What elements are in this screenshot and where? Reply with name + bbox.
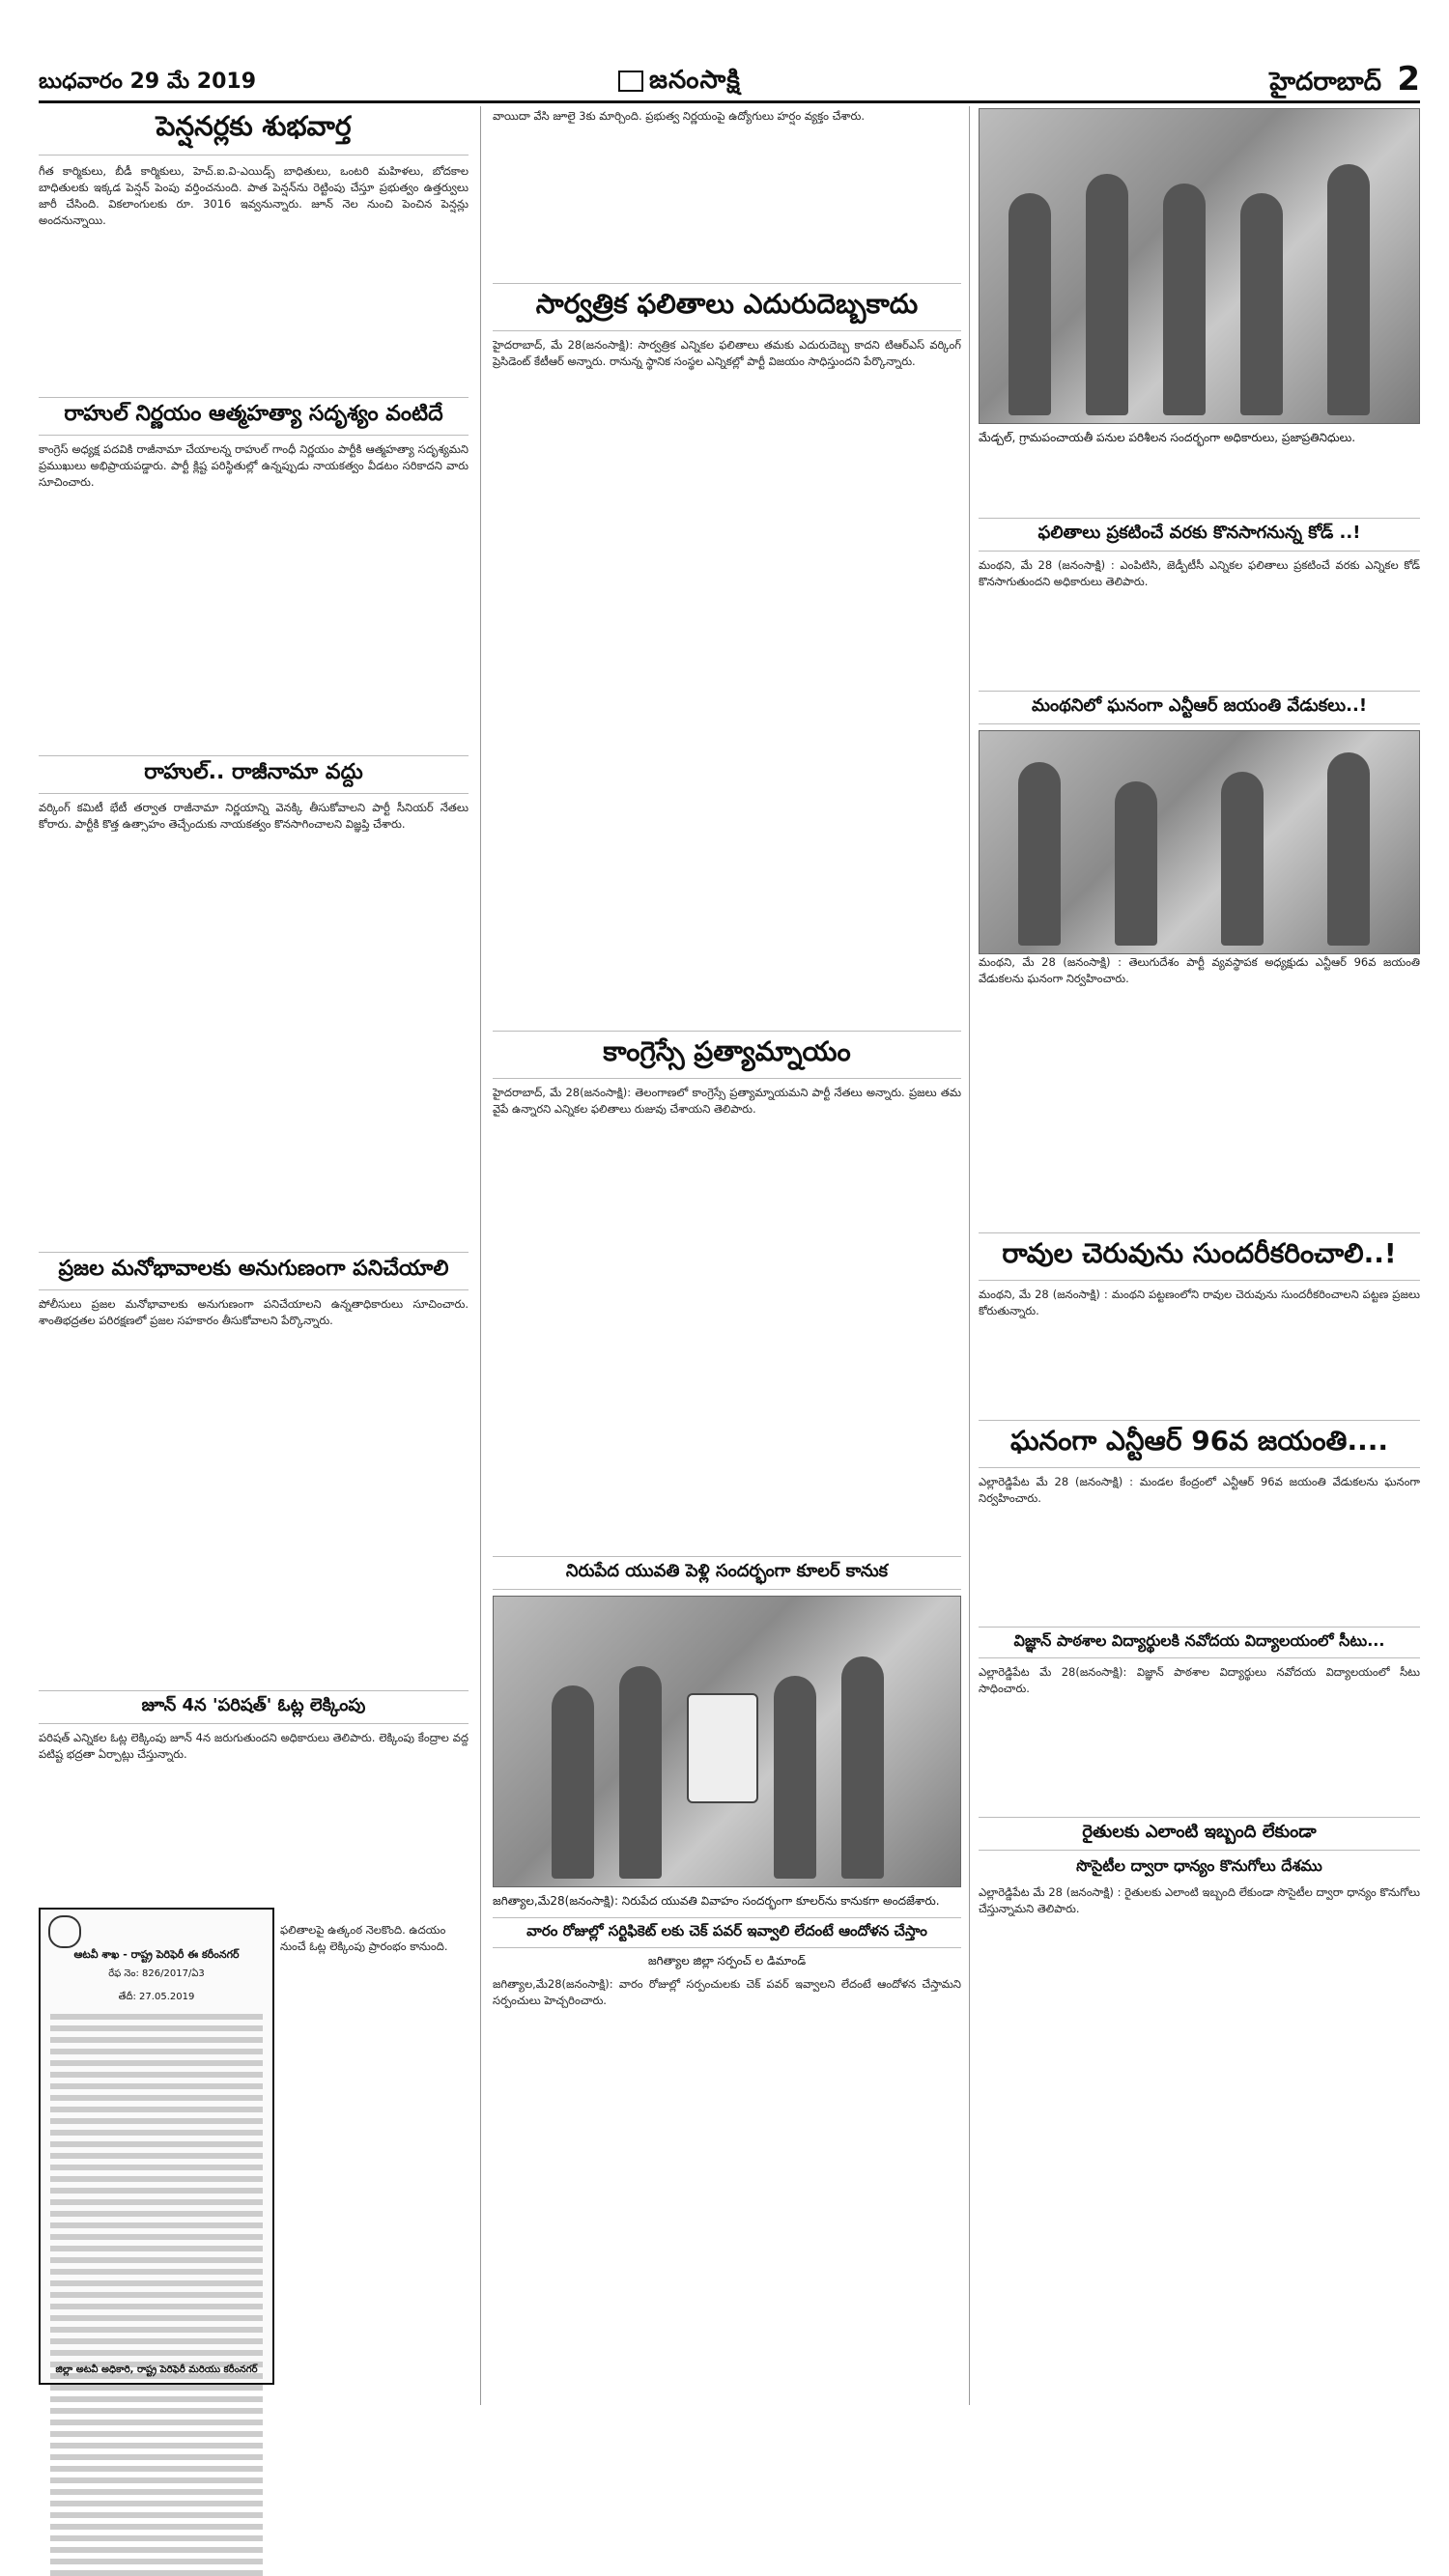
article-title: వారం రోజుల్లో సర్టిఫికెట్ లకు చెక్ పవర్ ఇవ్వాలి లేదంటే ఆందోళన చేస్తాం [493,1917,961,1948]
column-divider [969,106,970,2405]
article-title: రావుల చెరువును సుందరీకరించాలి..! [979,1232,1420,1281]
article-title: ప్రజల మనోభావాలకు అనుగుణంగా పనిచేయాలి [39,1252,469,1290]
article-title: నిరుపేద యువతి పెళ్లి సందర్భంగా కూలర్ కానుక [493,1556,961,1590]
ad-title: ఆటవీ శాఖ - రాష్ట్ర పెరిఫెరీ ఈ కరీంనగర్ [73,1948,240,1961]
article-title: ఫలితాలు ప్రకటించే వరకు కొనసాగనున్న కోడ్ ..! [979,518,1420,552]
government-advertisement [39,1908,274,2385]
article-body: మంథని, మే 28 (జనంసాక్షి) : మంథని పట్టణంలోని రావుల చెరువును సుందరీకరించాలని పట్టణ ప్రజలు కోరుతున్నారు. [979,1288,1420,1317]
city-name: హైదరాబాద్ [1269,68,1381,97]
article-title: జూన్ 4న 'పరిషత్' ఓట్ల లెక్కింపు [39,1690,469,1724]
ad-number: రేఫ నెం: 826/2017/ఏ3 [108,1968,205,1979]
article-body: కాంగ్రెస్ అధ్యక్ష పదవికి రాజీనామా చేయాలన్న రాహుల్ గాంధీ నిర్ణయం పార్టీకి ఆత్మహత్యా సదృశ్యమని ప్రముఖులు అభిప్రాయపడ్డారు. పార్టీ క్లిష్ట పరిస్థితుల్లో ఉన్నప్పుడు నాయకత్వం వీడటం సరికాదని వారు సూచించారు. [39,442,469,489]
article-body: పరిషత్ ఎన్నికల ఓట్ల లెక్కింపు జూన్ 4న జరుగుతుందని అధికారులు తెలిపారు. లెక్కింపు కేంద్రాల వద్ద పటిష్ట భద్రతా ఏర్పాట్లు చేస్తున్నారు. [39,1731,469,1761]
article-title: విజ్ఞాన్ పాఠశాల విద్యార్థులకి నవోదయ విద్యాలయంలో సీటు... [979,1627,1420,1658]
page-number: 2 [1397,60,1420,99]
article-body: పోలీసులు ప్రజల మనోభావాలకు అనుగుణంగా పనిచేయాలని ఉన్నతాధికారులు సూచించారు. శాంతిభద్రతల పరిరక్షణలో ప్రజల సహకారం తీసుకోవాలని పేర్కొన్నారు. [39,1297,469,1327]
article-title: రాహుల్.. రాజీనామా వద్దు [39,755,469,794]
article-body: వర్కింగ్ కమిటీ భేటీ తర్వాత రాజీనామా నిర్ణయాన్ని వెనక్కి తీసుకోవాలని పార్టీ సీనియర్ నేతలు కోరారు. పార్టీకి కొత్త ఉత్సాహం తెచ్చేందుకు నాయకత్వం కొనసాగించాలని విజ్ఞప్తి చేశారు. [39,801,469,831]
article-title: రైతులకు ఎలాంటి ఇబ్బంది లేకుండా [979,1817,1420,1851]
issue-date: బుధవారం 29 మే 2019 [39,70,256,94]
column-2 [493,108,961,2407]
article-body: మంథని, మే 28 (జనంసాక్షి) : ఎంపిటిసి, జెడ్పీటీసీ ఎన్నికల ఫలితాలు ప్రకటించే వరకు ఎన్నికల కోడ్ కొనసాగుతుందని అధికారులు తెలిపారు. [979,558,1420,588]
article-body: ఎల్లారెడ్డిపేట మే 28(జనంసాక్షి): విజ్ఞాన్ పాఠశాల విద్యార్థులు నవోదయ విద్యాలయంలో సీటు సాధించారు. [979,1665,1420,1695]
emblem-icon [48,1915,81,1948]
article-body: గీత కార్మికులు, బీడీ కార్మికులు, హెచ్.ఐ.వి-ఎయిడ్స్ బాధితులు, ఒంటరి మహిళలు, బోదకాల బాధితులకు ఇక్కడ పెన్షన్ పెంపు వర్తించనుంది. పాత పెన్షన్‌ను రెట్టింపు చేస్తూ ప్రభుత్వం ఉత్తర్వులు జారీ చేసింది. వికలాంగులకు రూ. 3016 ఇవ్వనున్నారు. జూన్ నెల నుంచి పెంచిన పెన్షన్లు అందనున్నాయి. [39,164,469,227]
news-photo [979,108,1420,424]
article-body: ఎల్లారెడ్డిపేట మే 28 (జనంసాక్షి) : రైతులకు ఎలాంటి ఇబ్బంది లేకుండా సొసైటీల ద్వారా ధాన్యం కొనుగోలు చేస్తున్నామని తెలిపారు. [979,1885,1420,1915]
article-body: హైదరాబాద్, మే 28(జనంసాక్షి): తెలంగాణలో కాంగ్రెస్సే ప్రత్యామ్నాయమని పార్టీ నేతలు అన్నారు. ప్రజలు తమ వైపే ఉన్నారని ఎన్నికల ఫలితాలు రుజువు చేశాయని తెలిపారు. [493,1086,961,1116]
news-photo [493,1596,961,1887]
article-subtitle: సొసైటీల ద్వారా ధాన్యం కొనుగోలు దేశము [1076,1856,1322,1875]
article-title: రాహుల్ నిర్ణయం ఆత్మహత్యా సదృశ్యం వంటిదే [39,397,469,436]
article-continuation: ఫలితాలపై ఉత్కంఠ నెలకొంది. ఉదయం నుంచే ఓట్ల లెక్కింపు ప్రారంభం కానుంది. [280,1923,448,1953]
article-title: కాంగ్రెస్సే ప్రత్యామ్నాయం [493,1031,961,1079]
photo-caption: మేడ్చల్, గ్రామపంచాయతీ పనుల పరిశీలన సందర్భంగా అధికారులు, ప్రజాప్రతినిధులు. [979,431,1356,444]
cooler-image [687,1693,758,1803]
paper-logo [618,66,741,100]
article-body: మంథని, మే 28 (జనంసాక్షి) : తెలుగుదేశం పార్టీ వ్యవస్థాపక అధ్యక్షుడు ఎన్టీఆర్ 96వ జయంతి వేడుకలను ఘనంగా నిర్వహించారు. [979,955,1420,985]
ad-footer: జిల్లా అటవీ అధికారి, రాష్ట్ర పెరిఫెరీ మరియు కరీంనగర్ [55,2364,258,2375]
column-1 [39,108,469,1900]
article-body: ఎల్లారెడ్డిపేట మే 28 (జనంసాక్షి) : మండల కేంద్రంలో ఎన్టీఆర్ 96వ జయంతి వేడుకలను ఘనంగా నిర్వహించారు. [979,1475,1420,1505]
article-body: జగిత్యాల,మే28(జనంసాక్షి): వారం రోజుల్లో సర్పంచులకు చెక్ పవర్ ఇవ్వాలని లేదంటే ఆందోళన చేస్తామని సర్పంచులు హెచ్చరించారు. [493,1977,961,2007]
article-subtitle: జగిత్యాల జిల్లా సర్పంచ్ ల డిమాండ్ [647,1954,807,1967]
ad-date: తేదీ: 27.05.2019 [118,1992,195,2002]
paper-name: జనంసాక్షి [649,66,741,95]
page-header [39,60,1420,103]
ad-text-block [50,2014,263,2576]
column-divider [480,106,481,2405]
article-body: వాయిదా వేసి జూలై 3కు మార్చింది. ప్రభుత్వ నిర్ణయంపై ఉద్యోగులు హర్షం వ్యక్తం చేశారు. [493,109,865,123]
article-body: హైదరాబాద్, మే 28(జనంసాక్షి): సార్వత్రిక ఎన్నికల ఫలితాలు తమకు ఎదురుదెబ్బ కాదని టిఆర్ఎస్ వర్కింగ్ ప్రెసిడెంట్ కేటీఆర్ అన్నారు. రానున్న స్థానిక సంస్థల ఎన్నికల్లో పార్టీ విజయం సాధిస్తుందని పేర్కొన్నారు. [493,338,961,368]
photo-caption: జగిత్యాల,మే28(జనంసాక్షి): నిరుపేద యువతి వివాహం సందర్భంగా కూలర్‌ను కానుకగా అందజేశారు. [493,1894,940,1908]
article-title: సార్వత్రిక ఫలితాలు ఎదురుదెబ్బకాదు [493,283,961,331]
article-title: పెన్షనర్లకు శుభవార్త [39,110,469,156]
article-title: ఘనంగా ఎన్టీఆర్ 96వ జయంతి.... [979,1420,1420,1468]
news-photo [979,730,1420,954]
article-title: మంథనిలో ఘనంగా ఎన్టీఆర్ జయంతి వేడుకలు..! [979,691,1420,724]
logo-mark-icon [618,71,643,92]
column-3 [979,108,1420,2407]
